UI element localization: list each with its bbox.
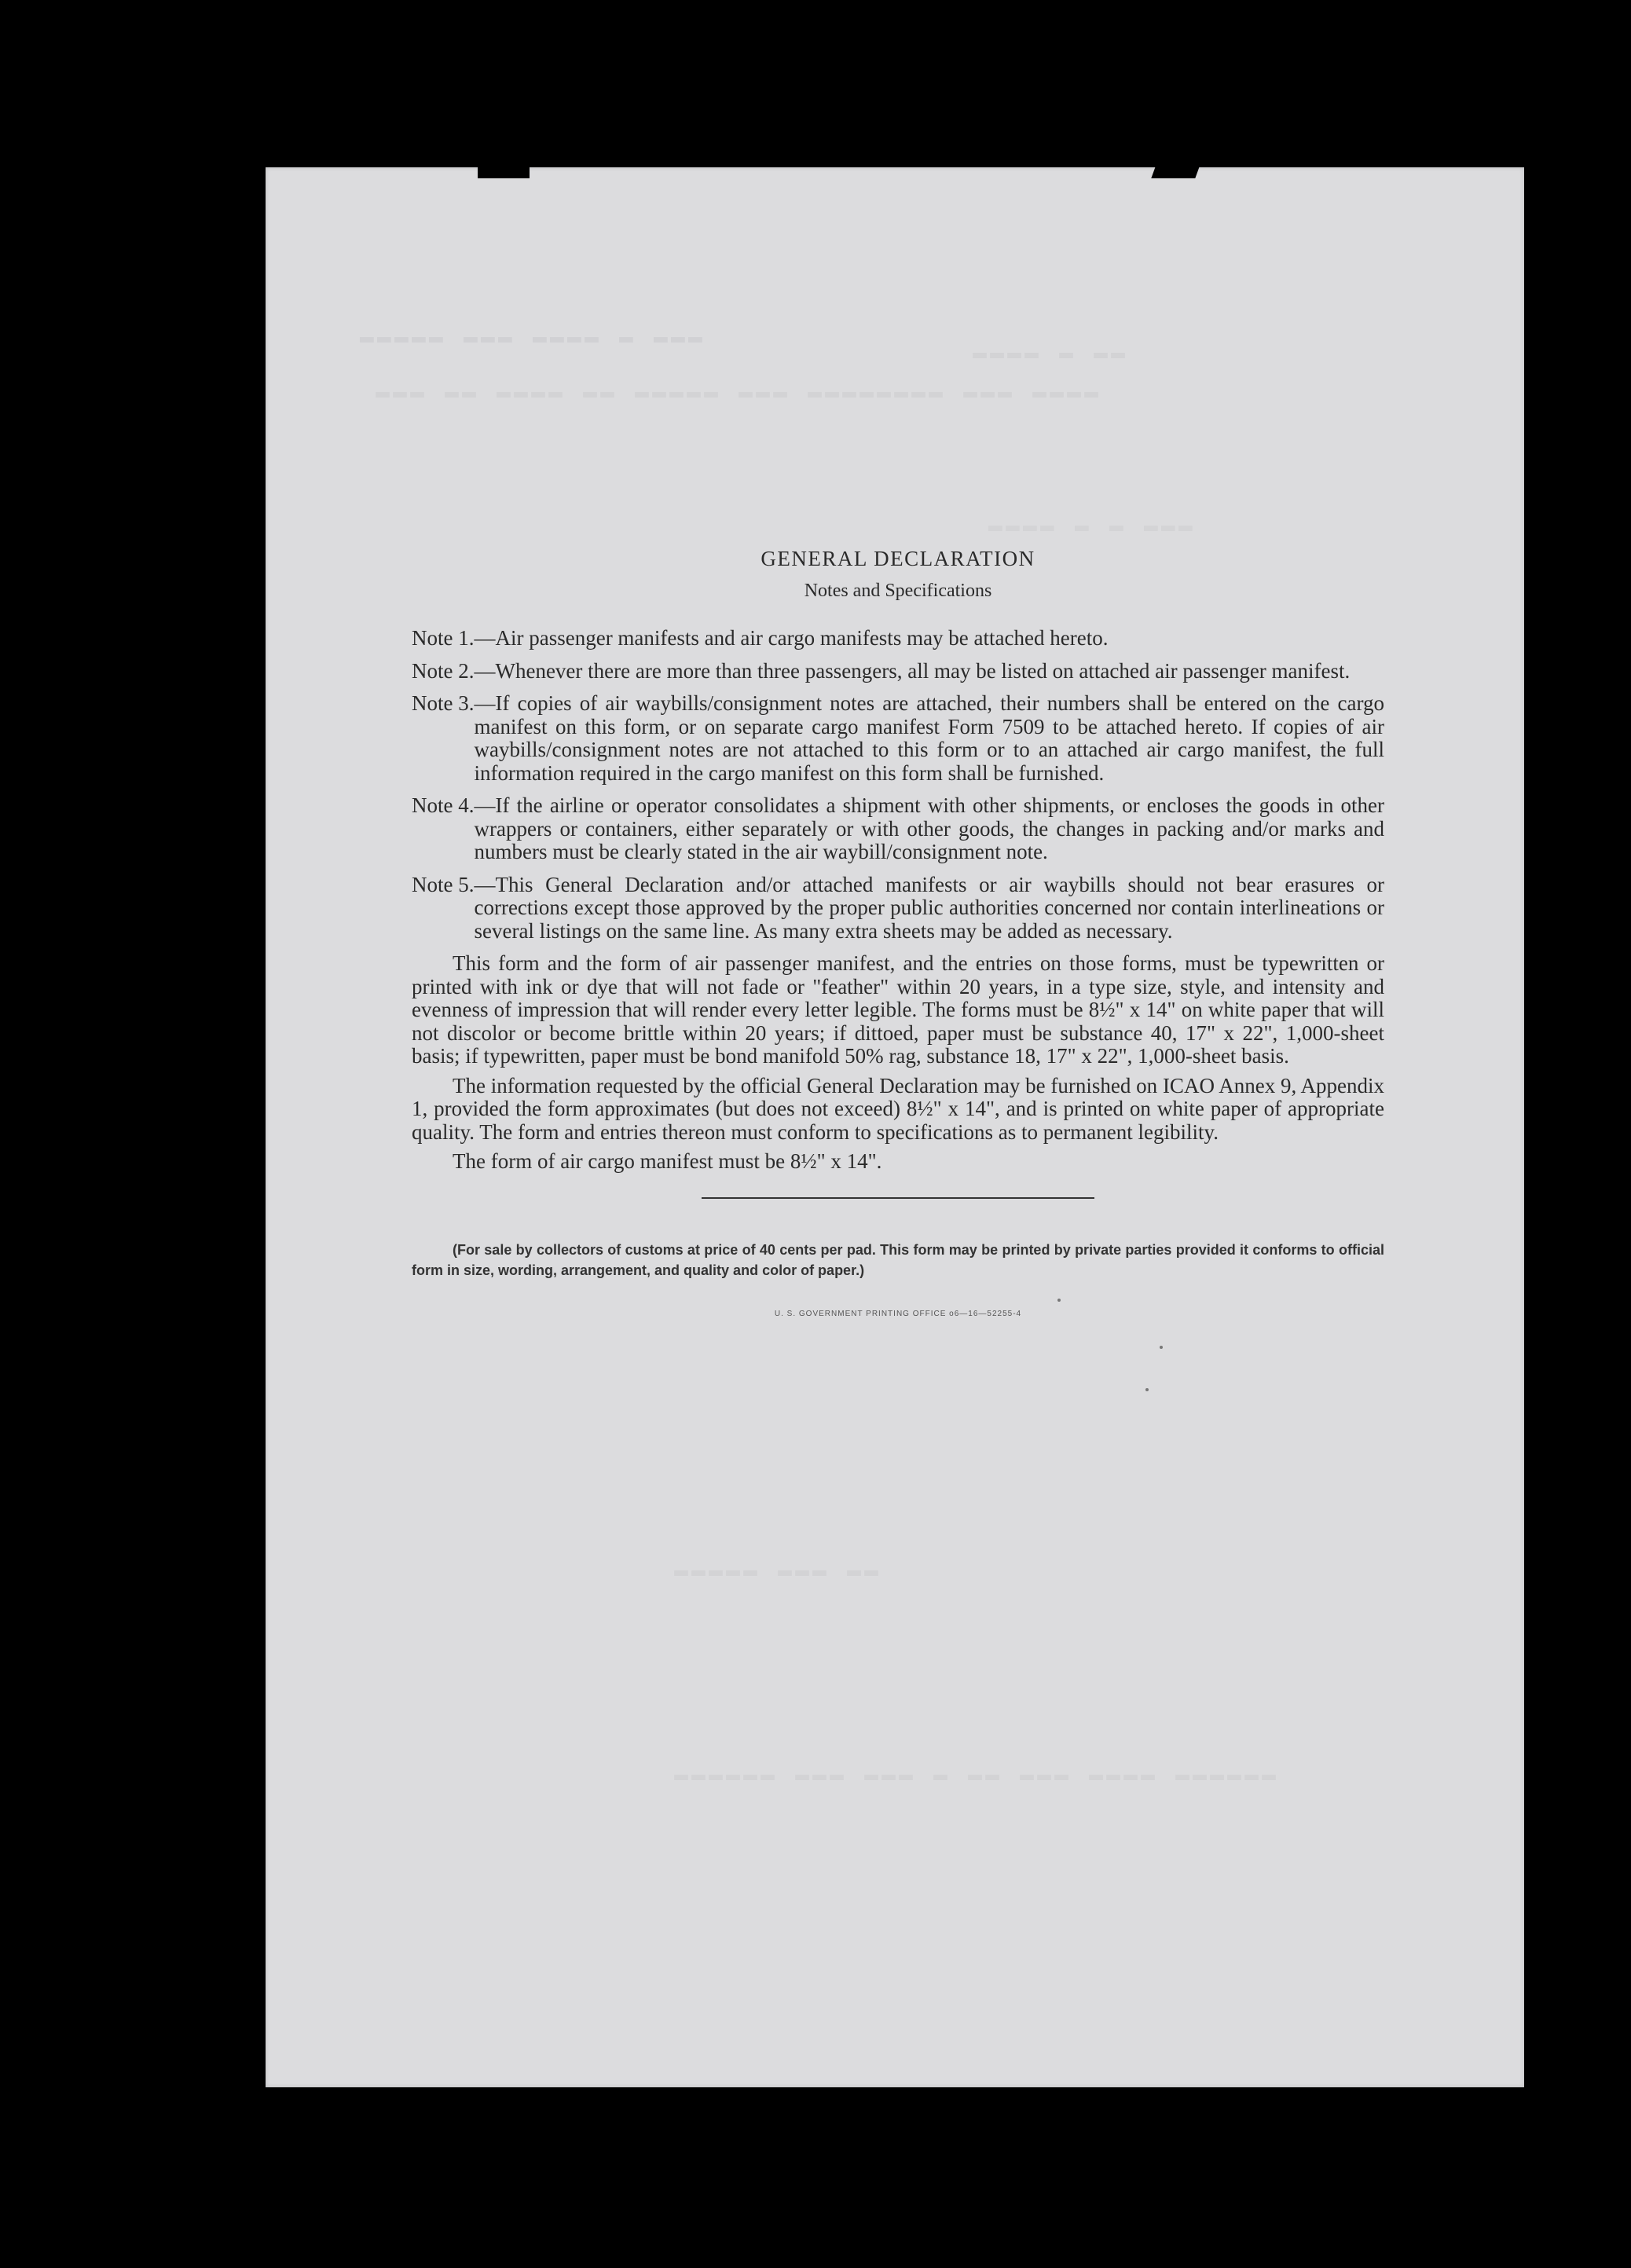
cargo-manifest-size-paragraph: The form of air cargo manifest must be 8½" x 14". <box>453 1149 882 1173</box>
document-subtitle: Notes and Specifications <box>804 580 992 601</box>
note-5 <box>412 874 1384 943</box>
bleed-through-mark: ▬▬▬ ▬▬ ▬▬▬▬ ▬▬ ▬▬▬▬▬ ▬▬▬ ▬▬▬▬▬▬▬▬ ▬▬▬ ▬▬▬▬ <box>376 379 1102 406</box>
form-requirements-paragraph: This form and the form of air passenger manifest, and the entries on those forms, must be typewritten or printed with ink or dye that will not fade or "feather" within 20 years, in a type size, style, and intensity and evenness of impression that will render every letter legible. The forms must be 8½" x 14" on white paper that will not discolor or become brittle within 20 years; if dittoed, paper must be substance 40, 17" x 22", 1,000-sheet basis; if typewritten, paper must be bond manifold 50% rag, substance 18, 17" x 22", 1,000-sheet basis. <box>412 951 1384 1068</box>
scan-tab-left <box>478 161 530 178</box>
note-text: —If copies of air waybills/consignment notes are attached, their numbers shall be entered on the cargo manifest on this form, or on separate cargo manifest Form 7509 to be attached hereto. If copies of air waybills/consignment notes are not attached to this form or to an attached air cargo manifest, the full information required in the cargo manifest on this form shall be furnished. <box>474 691 1384 785</box>
note-label: Note 4. <box>412 793 475 817</box>
note-text: —This General Declaration and/or attached manifests or air waybills should not bear erasures or corrections except those approved by the proper public authorities concerned nor contain interlineations or several listings on the same line. As many extra sheets may be added as necessary. <box>474 872 1384 943</box>
note-label: Note 2. <box>412 658 475 683</box>
note-text: —Air passenger manifests and air cargo manifests may be attached hereto. <box>474 626 1109 650</box>
note-label: Note 5. <box>412 872 475 896</box>
note-2 <box>412 660 1384 683</box>
bleed-through-mark: ▬▬▬▬ ▬ ▬ ▬▬▬ <box>988 513 1197 540</box>
bleed-through-mark: ▬▬▬▬▬▬ ▬▬▬ ▬▬▬ ▬ ▬▬ ▬▬▬ ▬▬▬▬ ▬▬▬▬▬▬ <box>674 1762 1280 1789</box>
scan-speck <box>1160 1346 1163 1349</box>
note-4 <box>412 794 1384 864</box>
declaration-notes <box>412 548 1384 1325</box>
note-label: Note 3. <box>412 691 475 715</box>
note-3 <box>412 692 1384 785</box>
scan-speck <box>1145 1388 1149 1391</box>
document-title: GENERAL DECLARATION <box>761 547 1035 570</box>
note-text: —If the airline or operator consolidates a shipment with other shipments, or encloses the goods in other wrappers or containers, either separately or with other goods, the changes in packing and/or marks and numbers must be clearly stated in the air waybill/consignment note. <box>474 793 1384 863</box>
divider-rule <box>702 1197 1094 1199</box>
sale-footnote: (For sale by collectors of customs at price of 40 cents per pad. This form may be printed by private parties provided it conforms to official form in size, wording, arrangement, and quality and color of paper.) <box>412 1241 1384 1278</box>
note-text: —Whenever there are more than three passengers, all may be listed on attached air passenger manifest. <box>474 658 1351 683</box>
bleed-through-mark: ▬▬▬▬ ▬ ▬▬ <box>973 340 1129 367</box>
bleed-through-mark: ▬▬▬▬▬ ▬▬▬ ▬▬ <box>674 1558 882 1585</box>
note-1 <box>412 627 1384 650</box>
bleed-through-mark: ▬▬▬▬▬ ▬▬▬ ▬▬▬▬ ▬ ▬▬▬ <box>360 324 706 351</box>
printer-imprint: U. S. GOVERNMENT PRINTING OFFICE o6—16—52255-4 <box>774 1309 1022 1318</box>
icao-paragraph: The information requested by the official General Declaration may be furnished on ICAO Annex 9, Appendix 1, provided the form approximates (but does not exceed) 8½" x 14", and is printed on white paper of appropriate quality. The form and entries thereon must conform to specifications as to permanent legibility. <box>412 1073 1384 1144</box>
note-label: Note 1. <box>412 626 475 650</box>
scan-tab-right <box>1151 158 1202 178</box>
